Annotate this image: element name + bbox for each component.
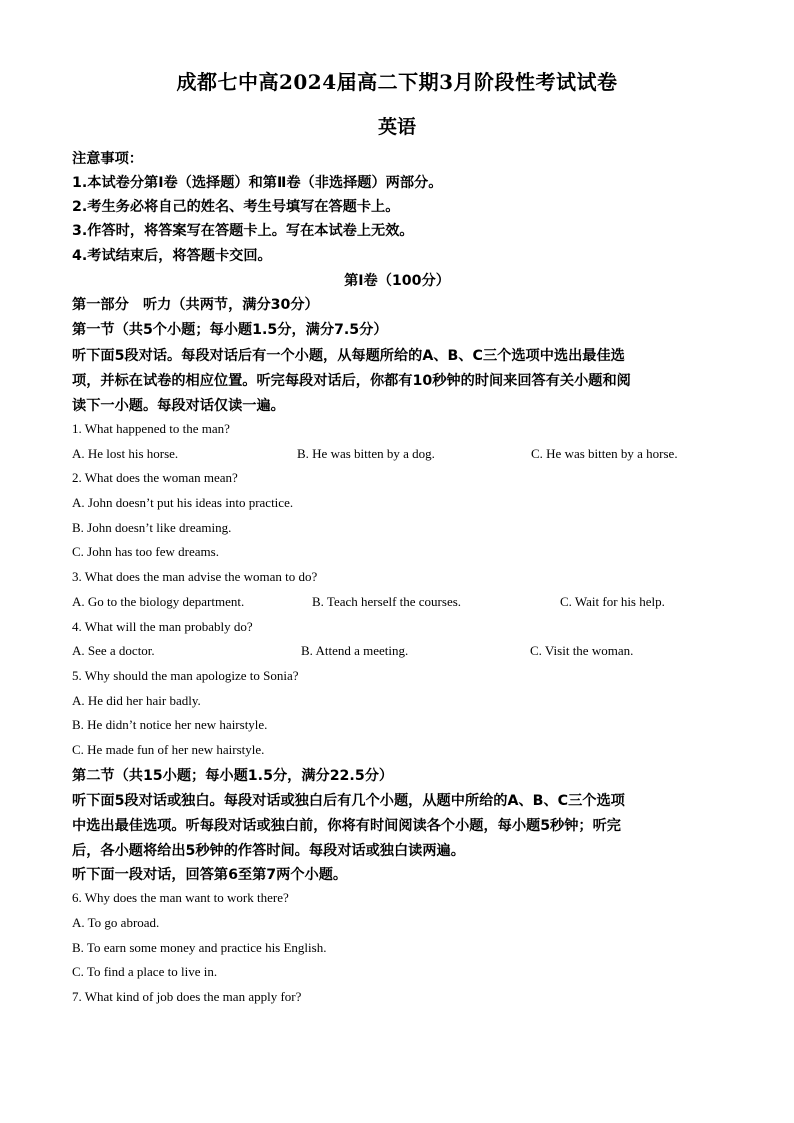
part1-title: 第一部分 听力（共两节，满分30分） (72, 297, 319, 313)
option-b: B. He was bitten by a dog. (297, 446, 435, 461)
notice-item: 3.作答时，将答案写在答题卡上。写在本试卷上无效。 (72, 223, 414, 239)
section2-title: 第二节（共15小题；每小题1.5分，满分22.5分） (72, 768, 394, 784)
option-c: C. John has too few dreams. (72, 544, 219, 559)
notice-heading: 注意事项： (72, 151, 143, 167)
question-stem: 1. What happened to the man? (72, 421, 230, 436)
option-b: B. He didn’t notice her new hairstyle. (72, 717, 268, 732)
volume-heading: 第Ⅰ卷（100分） (344, 273, 450, 289)
question-stem: 2. What does the woman mean? (72, 470, 238, 485)
question-stem: 6. Why does the man want to work there? (72, 890, 289, 905)
option-c: C. He was bitten by a horse. (531, 446, 678, 461)
section1-instructions: 听下面5段对话。每段对话后有一个小题，从每题所给的A、B、C三个选项中选出最佳选 (72, 348, 625, 364)
option-b: B. John doesn’t like dreaming. (72, 520, 232, 535)
option-b: B. To earn some money and practice his English. (72, 940, 327, 955)
section2-instructions: 听下面5段对话或独白。每段对话或独白后有几个小题，从题中所给的A、B、C三个选项 (72, 793, 625, 809)
section1-instructions: 项，并标在试卷的相应位置。听完每段对话后，你都有10秒钟的时间来回答有关小题和阅 (72, 373, 631, 389)
option-b: B. Attend a meeting. (301, 643, 409, 658)
notice-item: 2.考生务必将自己的姓名、考生号填写在答题卡上。 (72, 199, 400, 215)
option-b: B. Teach herself the courses. (312, 594, 462, 609)
section1-instructions: 读下一小题。每段对话仅读一遍。 (72, 398, 285, 414)
option-c: C. To find a place to live in. (72, 964, 218, 979)
option-a: A. Go to the biology department. (72, 594, 245, 609)
question-stem: 5. Why should the man apologize to Sonia? (72, 668, 299, 683)
notice-item: 1.本试卷分第Ⅰ卷（选择题）和第Ⅱ卷（非选择题）两部分。 (72, 175, 443, 191)
option-a: A. He did her hair badly. (72, 693, 201, 708)
exam-title: 成都七中高2024届高二下期3月阶段性考试试卷 (176, 70, 618, 94)
option-a: A. He lost his horse. (72, 446, 179, 461)
option-c: C. Wait for his help. (560, 594, 665, 609)
dialogue-intro: 听下面一段对话，回答第6至第7两个小题。 (72, 867, 348, 883)
question-stem: 4. What will the man probably do? (72, 619, 253, 634)
section1-title: 第一节（共5个小题；每小题1.5分，满分7.5分） (72, 322, 388, 338)
option-a: A. To go abroad. (72, 915, 160, 930)
option-a: A. John doesn’t put his ideas into practice. (72, 495, 294, 510)
subject-title: 英语 (377, 116, 416, 138)
question-stem: 7. What kind of job does the man apply for? (72, 989, 302, 1004)
notice-item: 4.考试结束后，将答题卡交回。 (72, 248, 272, 264)
option-c: C. He made fun of her new hairstyle. (72, 742, 265, 757)
question-stem: 3. What does the man advise the woman to do? (72, 569, 318, 584)
section2-instructions: 中选出最佳选项。听每段对话或独白前，你将有时间阅读各个小题，每小题5秒钟；听完 (72, 818, 621, 834)
option-c: C. Visit the woman. (530, 643, 634, 658)
section2-instructions: 后，各小题将给出5秒钟的作答时间。每段对话或独白读两遍。 (72, 843, 465, 859)
option-a: A. See a doctor. (72, 643, 155, 658)
